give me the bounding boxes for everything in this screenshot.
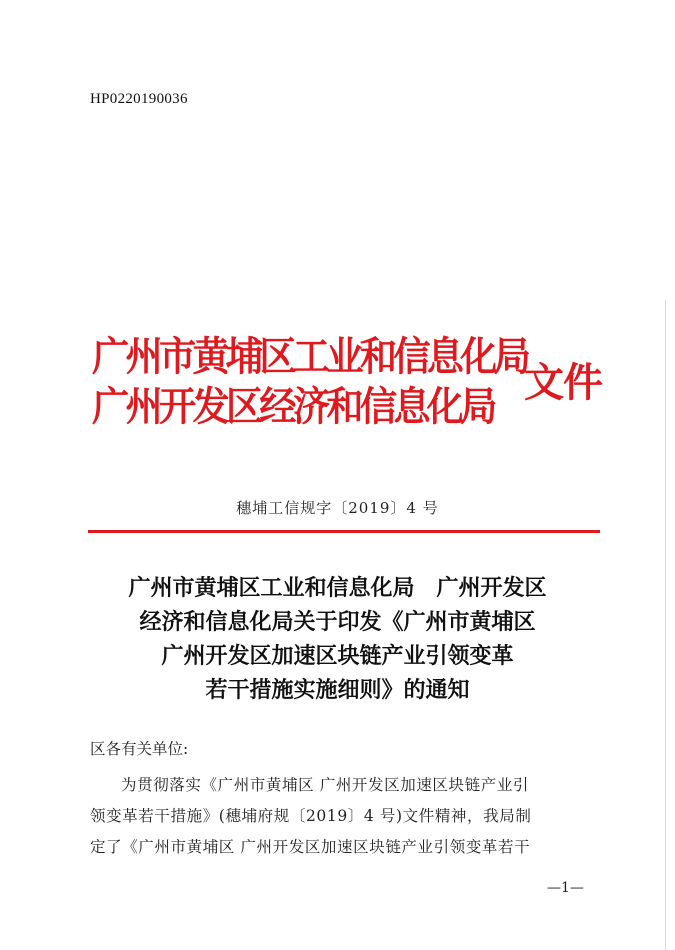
document-id: HP0220190036 <box>90 91 188 107</box>
page-number: —1— <box>547 880 584 896</box>
masthead-line-2: 广州开发区经济和信息化局 <box>92 384 494 430</box>
title-line: 经济和信息化局关于印发《广州市黄埔区 <box>139 610 536 635</box>
title-line: 广州开发区加速区块链产业引领变革 <box>161 644 514 669</box>
masthead-line-1: 广州市黄埔区工业和信息化局 <box>92 334 528 380</box>
red-divider <box>88 530 600 533</box>
title-line: 广州市黄埔区工业和信息化局 广州开发区 <box>128 576 547 601</box>
body-line: 领变革若干措施》(穗埔府规〔2019〕4 号)文件精神，我局制 <box>90 807 532 825</box>
body-text <box>90 770 588 863</box>
addressee: 区各有关单位: <box>90 740 189 758</box>
document-title <box>0 572 675 708</box>
body-line: 为贯彻落实《广州市黄埔区 广州开发区加速区块链产业引 <box>121 776 530 794</box>
masthead <box>92 333 612 443</box>
document-number: 穗埔工信规字〔2019〕4 号 <box>236 499 439 517</box>
title-line: 若干措施实施细则》的通知 <box>205 678 470 703</box>
body-line: 定了《广州市黄埔区 广州开发区加速区块链产业引领变革若干 <box>90 838 531 856</box>
masthead-suffix: 文件 <box>524 360 602 406</box>
